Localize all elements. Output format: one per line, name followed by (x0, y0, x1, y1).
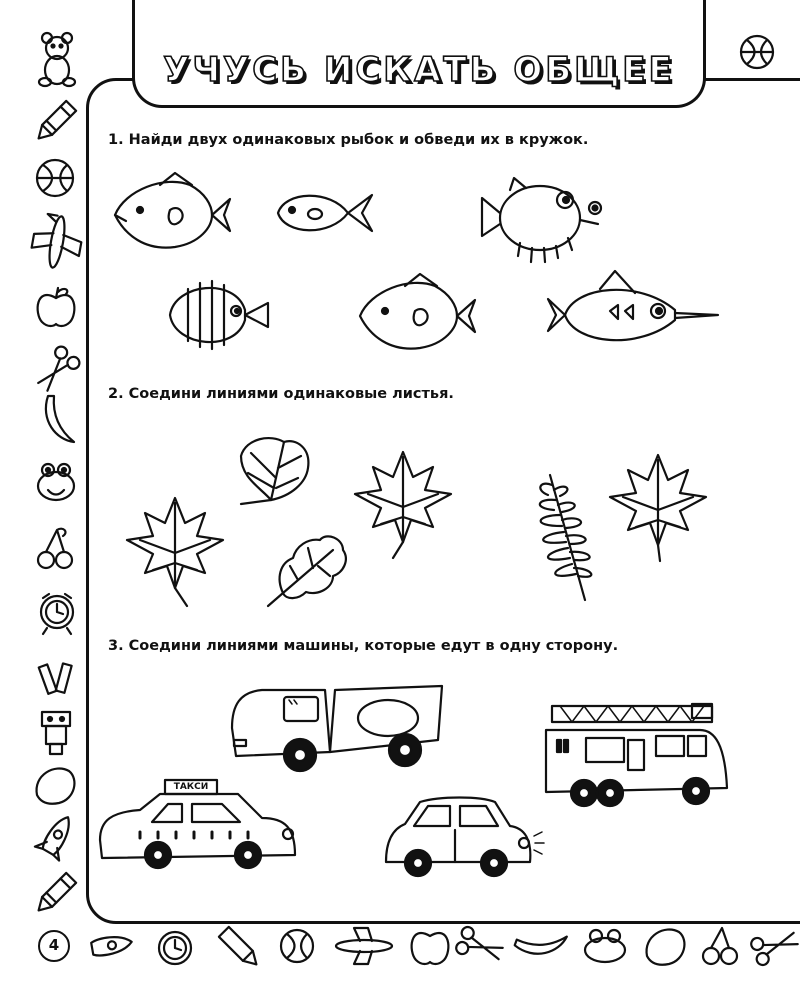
crayon-icon (34, 873, 76, 915)
car[interactable] (386, 798, 544, 877)
fish-3[interactable] (482, 178, 601, 262)
crayon-icon (219, 927, 261, 969)
frog-icon (38, 464, 74, 500)
cherries-icon (38, 529, 72, 568)
fish-4[interactable] (170, 281, 268, 349)
banana-icon (46, 396, 74, 442)
leaf-linden[interactable] (241, 438, 308, 504)
rocket-icon (91, 933, 133, 957)
scissors-icon (32, 344, 82, 396)
page-title: УЧУСЬ ИСКАТЬ ОБЩЕЕ (163, 50, 675, 90)
fish-5[interactable] (360, 274, 475, 349)
apple-icon (38, 288, 75, 326)
fish-6[interactable] (548, 271, 718, 340)
leaf-maple-2[interactable] (355, 452, 451, 558)
teddy-bear-icon (39, 33, 75, 86)
robot-icon (42, 712, 70, 754)
cherries-icon (703, 928, 737, 964)
fish-2[interactable] (278, 195, 372, 231)
page-number: 4 (38, 930, 70, 962)
task-3-instruction: 3. Соедини линиями машины, которые едут в одну сторону. (108, 638, 619, 654)
task-1-instruction: 1. Найди двух одинаковых рыбок и обведи их в кружок. (108, 132, 589, 148)
taxi-sign: ТАКСИ (173, 782, 209, 792)
ball-icon (281, 930, 313, 962)
airplane-icon (29, 212, 85, 272)
lemon-icon (37, 768, 75, 803)
ball-icon (741, 36, 773, 68)
rocket-icon (35, 810, 80, 860)
task-2-instruction: 2. Соедини линиями одинаковые листья. (108, 386, 454, 402)
truck[interactable] (232, 686, 442, 771)
leaf-rowan[interactable] (540, 475, 591, 600)
fish-1[interactable] (115, 173, 230, 248)
crayon-icon (34, 101, 76, 143)
fire-truck[interactable] (546, 704, 727, 806)
banana-icon (514, 921, 567, 963)
lemon-icon (647, 929, 685, 964)
apple-icon (412, 933, 449, 964)
crayons-icon (39, 663, 72, 693)
leaf-oak[interactable] (268, 536, 346, 606)
leaf-maple-3[interactable] (610, 455, 706, 561)
ball-icon (37, 160, 73, 196)
scissors-icon (455, 925, 506, 966)
alarm-clock-icon (41, 594, 73, 634)
leaf-maple-1[interactable] (127, 498, 223, 606)
airplane-icon (336, 928, 392, 964)
alarm-clock-icon (159, 932, 191, 964)
scissors-icon (750, 925, 800, 966)
frog-icon (585, 930, 625, 962)
